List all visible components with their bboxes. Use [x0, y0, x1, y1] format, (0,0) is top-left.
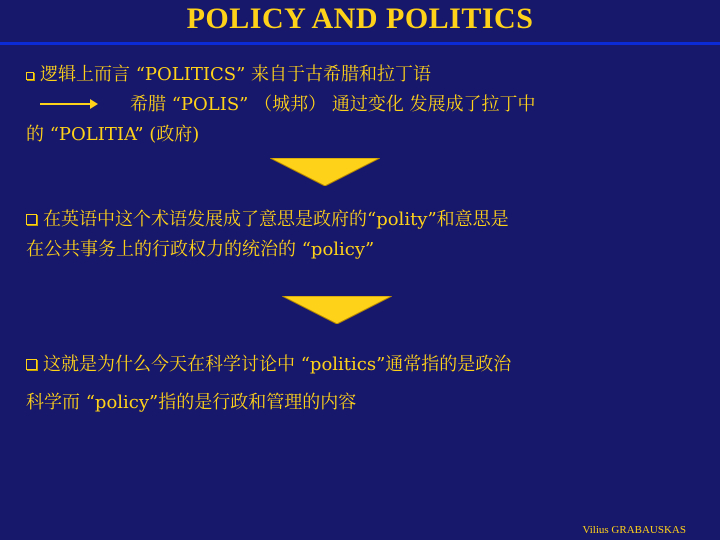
paragraph-1-text-2: 希腊 “POLIS” （城邦） 通过变化 发展成了拉丁中 [130, 94, 536, 115]
paragraph-1-line-3 [26, 120, 696, 150]
paragraph-3-text-2: 科学而 “policy”指的是行政和管理的内容 [26, 392, 357, 413]
paragraph-3-line-2 [26, 388, 696, 418]
paragraph-2-line-2 [26, 235, 696, 265]
paragraph-1-text-3: 的 “POLITIA” (政府) [26, 124, 200, 145]
down-arrow-icon [282, 296, 392, 324]
author-footer: Vilius GRABAUSKAS [582, 524, 686, 536]
title-underline [0, 42, 720, 45]
right-arrow-icon [40, 103, 96, 105]
checkbox-bullet-icon [26, 72, 34, 80]
paragraph-1-line-1 [26, 60, 696, 90]
paragraph-2-text-1: 在英语中这个术语发展成了意思是政府的“polity”和意思是 [43, 209, 509, 230]
paragraph-3-text-1: 这就是为什么今天在科学讨论中 “politics”通常指的是政治 [43, 354, 512, 375]
down-arrow-icon [270, 158, 380, 186]
checkbox-bullet-icon [26, 359, 37, 370]
paragraph-2-line-1 [26, 205, 696, 235]
paragraph-2-text-2: 在公共事务上的行政权力的统治的 “policy” [26, 239, 375, 260]
page-title: POLICY AND POLITICS [186, 2, 534, 35]
paragraph-3-line-1 [26, 350, 696, 380]
paragraph-1-text-1: 逻辑上而言 “POLITICS” 来自于古希腊和拉丁语 [40, 64, 431, 85]
paragraph-1-line-2 [40, 90, 710, 120]
checkbox-bullet-icon [26, 214, 37, 225]
